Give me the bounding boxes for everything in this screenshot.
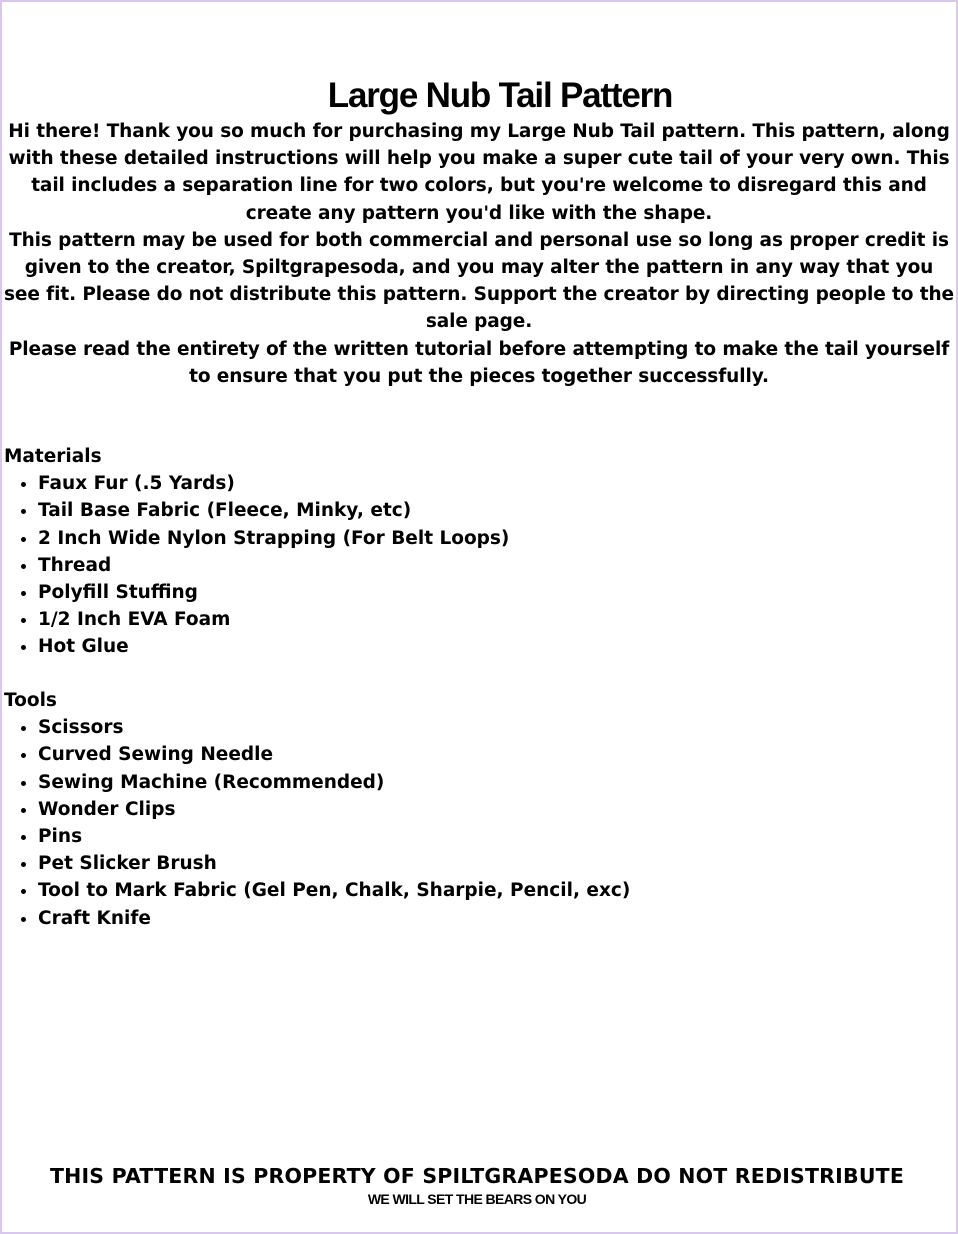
list-item: • Pins: [38, 823, 944, 850]
list-item: • Craft Knife: [38, 905, 944, 932]
list-item: • Scissors: [38, 714, 944, 741]
list-item: • Tail Base Fabric (Fleece, Minky, etc): [38, 497, 944, 524]
list-item: • Faux Fur (.5 Yards): [38, 470, 944, 497]
materials-heading: Materials: [4, 446, 102, 467]
tools-list: [4, 714, 944, 932]
tools-heading: Tools: [4, 690, 57, 711]
list-item: • Pet Slicker Brush: [38, 850, 944, 877]
materials-list: [4, 470, 944, 660]
intro-paragraph-thanks: Hi there! Thank you so much for purchasing my Large Nub Tail pattern. This pattern, along with these detailed instructions will help you make a super cute tail of your very own. This tail includes a separation line for two colors, but you're welcome to disregard this and create any pattern you'd like with the shape.: [8, 121, 950, 224]
list-item: • Hot Glue: [38, 633, 944, 660]
intro-paragraph-instructions: Please read the entirety of the written tutorial before attempting to make the tail yourself to ensure that you put the pieces together successfully.: [8, 338, 950, 387]
list-item: • Wonder Clips: [38, 796, 944, 823]
copyright-notice: THIS PATTERN IS PROPERTY OF SPILTGRAPESODA DO NOT REDISTRIBUTE: [49, 1164, 905, 1188]
page-title: Large Nub Tail Pattern: [327, 76, 673, 115]
copyright-footer: [0, 1162, 954, 1208]
tools-section: [4, 687, 944, 932]
list-item: • 1/2 Inch EVA Foam: [38, 606, 944, 633]
list-item: • 2 Inch Wide Nylon Strapping (For Belt Loops): [38, 525, 944, 552]
list-item: • Sewing Machine (Recommended): [38, 769, 944, 796]
list-item: • Curved Sewing Needle: [38, 741, 944, 768]
intro-paragraph-usage: This pattern may be used for both commercial and personal use so long as proper credit is given to the creator, Spiltgrapesoda, and you may alter the pattern in any way that you see fit. Please do not distribute this pattern. Support the creator by directing people to the sale page.: [4, 229, 954, 333]
intro-text: [4, 118, 954, 390]
list-item: • Thread: [38, 552, 944, 579]
copyright-subnotice: WE WILL SET THE BEARS ON YOU: [367, 1191, 587, 1207]
list-item: • Tool to Mark Fabric (Gel Pen, Chalk, Sharpie, Pencil, exc): [38, 877, 944, 904]
materials-section: [4, 443, 944, 661]
list-item: • Polyfill Stuffing: [38, 579, 944, 606]
